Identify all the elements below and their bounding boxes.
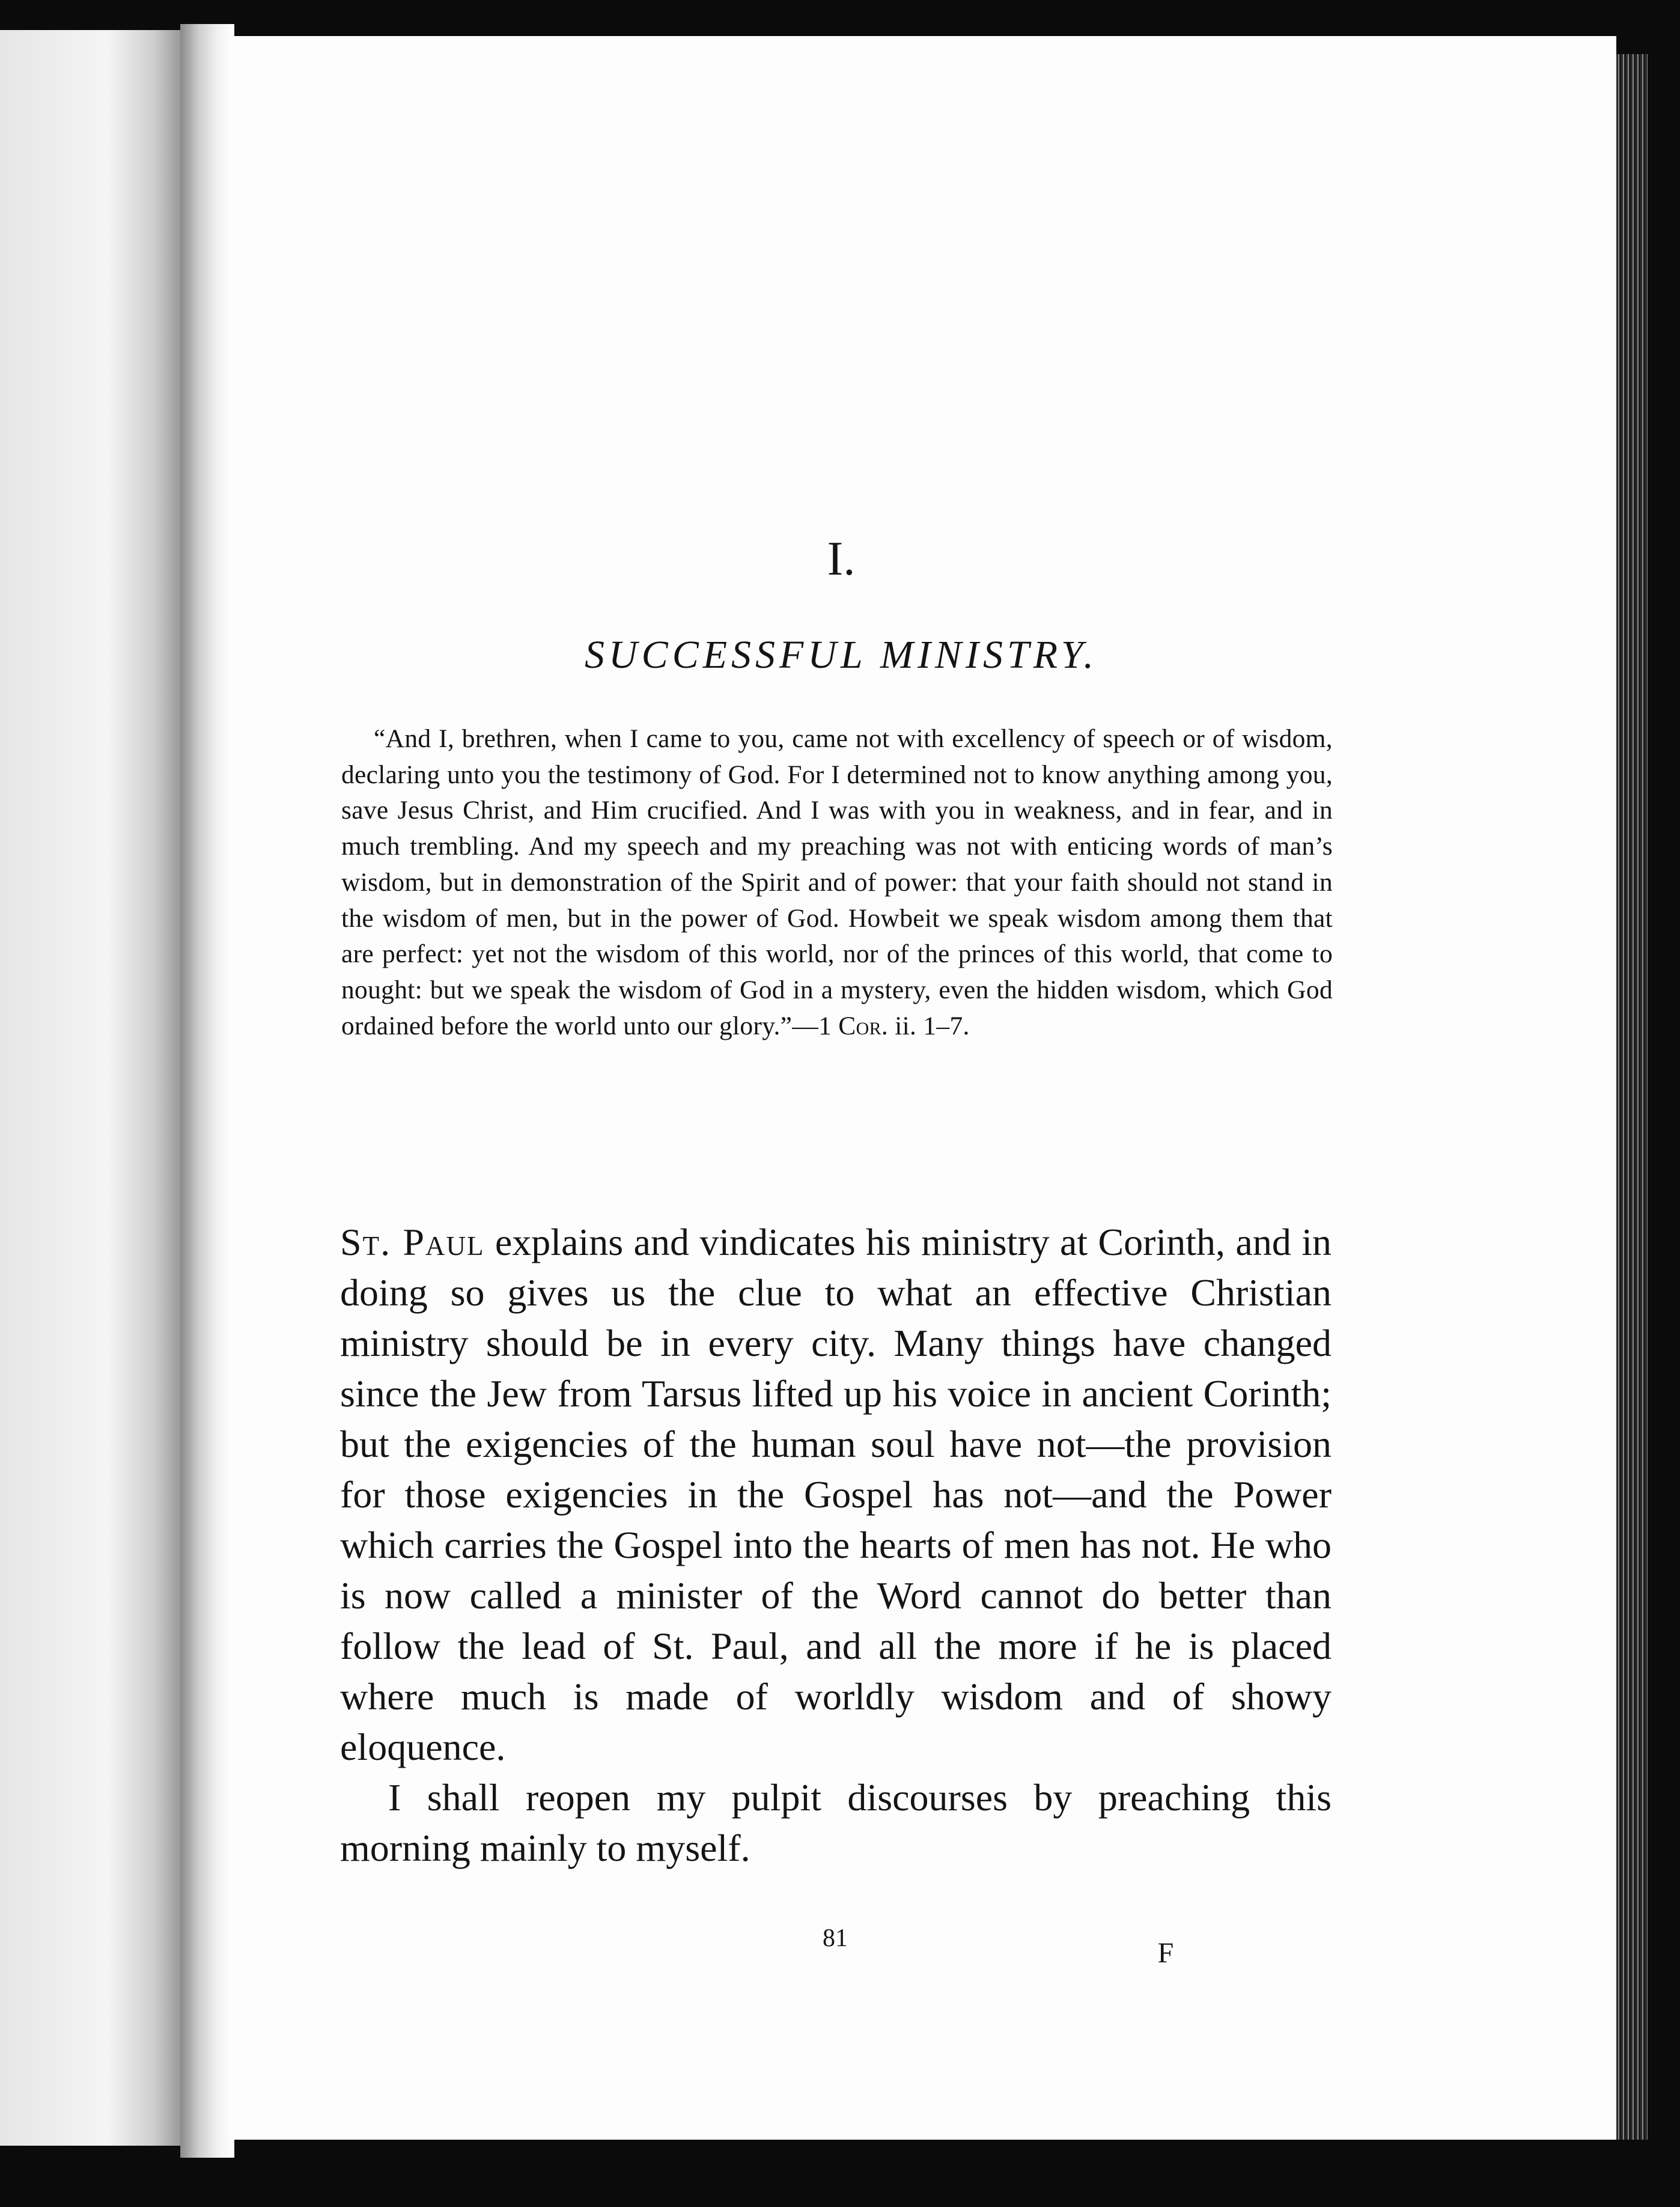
epigraph-text: “And I, brethren, when I came to you, came not with excellency of speech or of wisdom, declaring unto you the testimony of God. For I determined not to know anything among you, save Jesus Christ, and Him crucified. And I was with you in weakness, and in fear, and in much trembling. And my speech and my preaching was not with enticing words of man’s wisdom, but in demonstration of the Spirit and of power: that your faith should not stand in the wisdom of men, but in the power of God. Howbeit we speak wisdom among them that are perfect: yet not the wisdom of this world, nor of the princes of this world, that come to nought: but we speak the wisdom of God in a mystery, even the hidden wisdom, which God ordained before the world unto our glory.”— — [341, 724, 1333, 1040]
paragraph-text: explains and vindicates his ministry at Corinth, and in doing so gives us the clue to what an effective Christian ministry should be in every city. Many things have changed since the Jew from Tarsus lifted up his voice in ancient Corinth; but the exigencies of the human soul have not—the provision for those exigencies in the Gospel has not—and the Power which carries the Gospel into the hearts of men has not. He who is now called a minister of the Word cannot do better than follow the lead of St. Paul, and all the more if he is placed where much is made of worldly wisdom and of showy eloquence. — [340, 1221, 1332, 1768]
body-text — [340, 1217, 1332, 1873]
paragraph-lead-small-caps: St. Paul — [340, 1221, 485, 1263]
facing-page-edge — [0, 30, 180, 2146]
epigraph-citation-book: 1 Cor. — [818, 1011, 889, 1040]
epigraph-quote — [341, 721, 1333, 1044]
page-block-edge — [1616, 54, 1648, 2140]
signature-mark: F — [1157, 1937, 1174, 1969]
chapter-number: I. — [827, 533, 856, 585]
book-gutter — [180, 24, 234, 2158]
body-paragraph: I shall reopen my pulpit discourses by preaching this morning mainly to myself. — [340, 1776, 1332, 1869]
body-paragraph — [340, 1217, 1332, 1772]
chapter-title: SUCCESSFUL MINISTRY. — [585, 633, 1098, 677]
epigraph-citation-ref: ii. 1–7. — [888, 1011, 970, 1040]
page-number: 81 — [823, 1925, 848, 1952]
